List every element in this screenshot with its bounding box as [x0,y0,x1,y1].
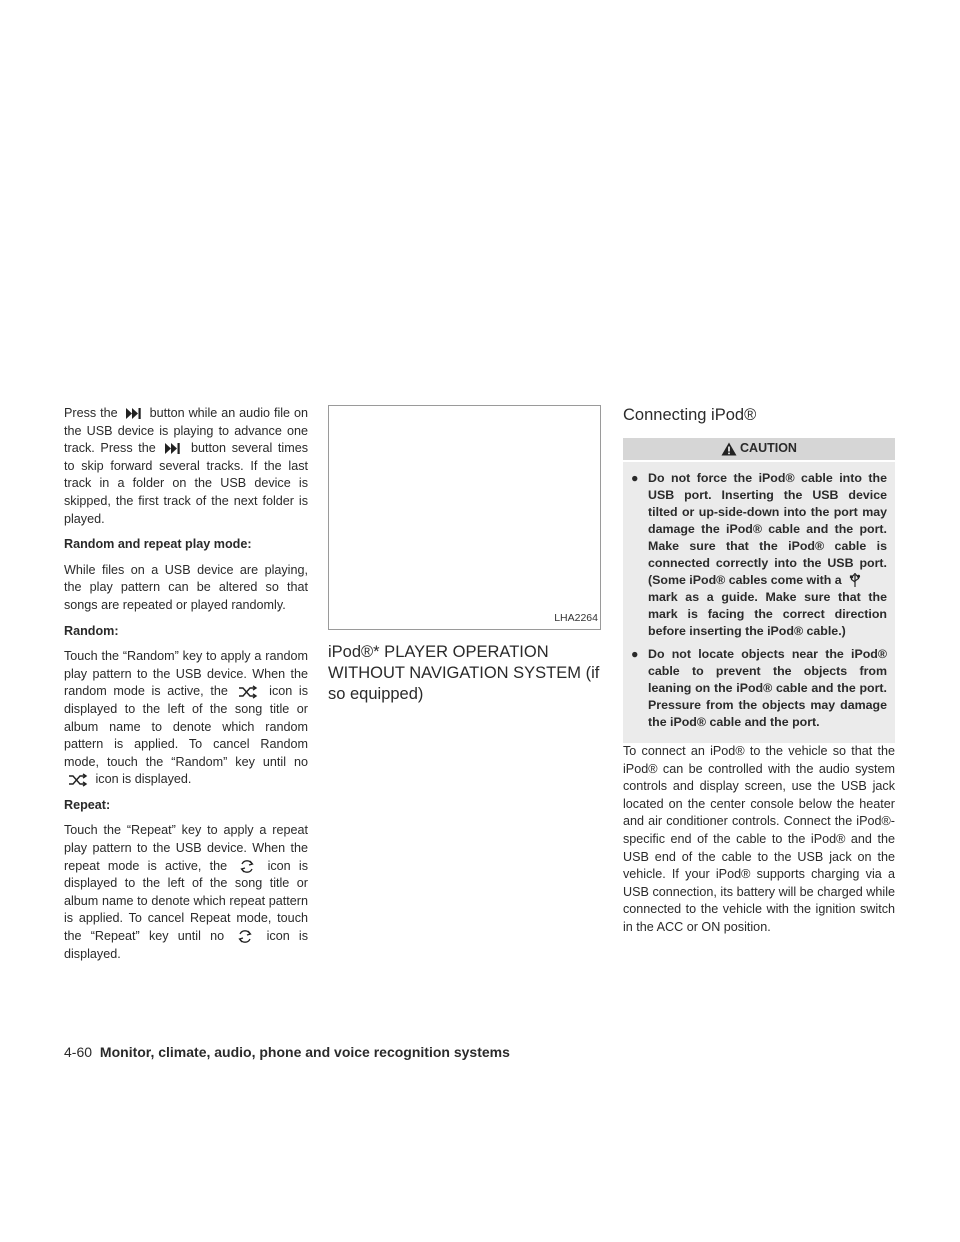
column-left [64,405,308,971]
text: Touch the “Repeat” key to apply a repeat play pattern to the USB device. When the repeat mode is active, the [64,823,308,873]
connecting-ipod-heading: Connecting iPod® [623,406,757,424]
text: mark as a guide. Make sure that the mark is facing the correct direction before inserting the iPod® cable.) [648,590,887,638]
usb-icon [849,573,861,588]
figure-label: LHA2264 [554,612,598,625]
shuffle-icon [238,685,258,699]
text: button while an audio file on the USB device is playing to advance one track. Press the [64,406,309,456]
repeat-paragraph [64,822,308,963]
repeat-heading: Repeat: [64,797,111,812]
figure-placeholder [328,405,601,630]
skip-forward-icon [165,443,181,454]
caution-title: CAUTION [740,441,797,456]
text: icon is displayed. [64,929,309,961]
chapter-title: Monitor, climate, audio, phone and voice recognition systems [99,1044,510,1060]
text: Touch the “Random” key to apply a random play pattern to the USB device. When the random mode is active, the [64,649,308,699]
random-repeat-text: While files on a USB device are playing, the play pattern can be altered so that songs are repeated or played randomly. [64,562,308,612]
text: icon is displayed. [95,772,192,787]
caution-box [623,462,895,743]
page-footer [64,1044,510,1060]
random-paragraph [64,648,308,789]
skip-forward-icon [126,408,142,419]
page-number: 4-60 [64,1044,93,1060]
text: Press the [64,406,118,420]
random-repeat-heading: Random and repeat play mode: [64,537,252,552]
repeat-icon [237,929,253,944]
paragraph-skip [64,405,308,528]
connecting-body: To connect an iPod® to the vehicle so that the iPod® can be controlled with the audio system controls and display screen, use the USB jack located on the center console below the heater and air conditioner controls. Connect the iPod®-specific end of the cable to the iPod® and the USB end of the cable to the USB jack on the vehicle. If your iPod® supports charging via a USB connection, its battery will be charged while connected to the vehicle with the ignition switch in the ACC or ON position. [623,744,895,934]
text: Do not force the iPod® cable into the USB port. Inserting the USB device tilted or up-side-down into the port may damage the iPod® cable and the port. Make sure that the iPod® cable is connected correctly into the USB port. (Some iPod® cables come with a [648,471,887,587]
text: icon is displayed to the left of the song title or album name to denote which random pattern is applied. To cancel Random mode, touch the “Random” key until no [64,684,308,769]
list-item [631,646,887,731]
list-item [631,470,887,640]
shuffle-icon [68,773,88,787]
text: icon is displayed to the left of the song title or album name to denote which repeat pattern is applied. To cancel Repeat mode, touch the “Repeat” key until no [64,858,309,944]
caution-list [631,470,887,731]
text: Do not locate objects near the iPod® cable to prevent the objects from leaning on the iPod® cable and the port. Pressure from the objects may damage the iPod® cable and the port. [648,647,887,729]
repeat-icon [239,859,255,874]
section-title: iPod®* PLAYER OPERATION WITHOUT NAVIGATION SYSTEM (if so equipped) [328,643,600,703]
text: button several times to skip forward several tracks. If the last track in a folder on the USB device is skipped, the first track of the next folder is played. [64,441,309,526]
warning-icon [721,442,737,456]
column-right [623,405,895,945]
column-middle [328,405,601,705]
caution-header [623,438,895,460]
bullet: ● [631,647,639,661]
bullet: ● [631,471,639,485]
random-heading: Random: [64,623,119,638]
